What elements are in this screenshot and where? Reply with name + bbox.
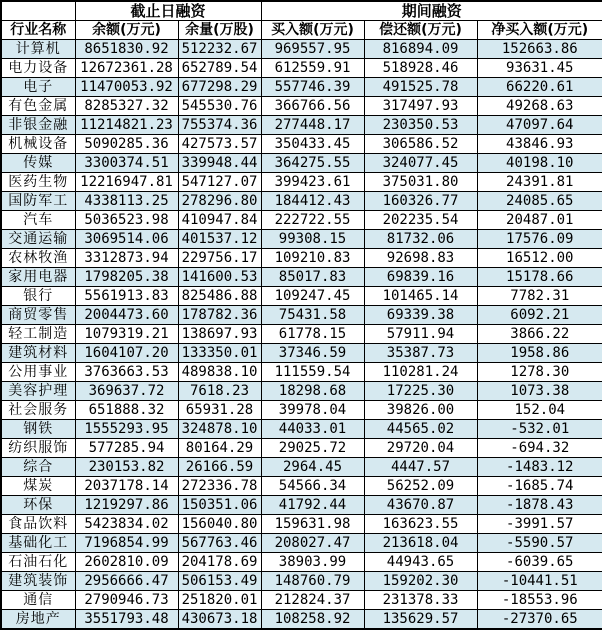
value-cell: 69339.38 <box>364 306 477 325</box>
table-row <box>1 439 602 458</box>
value-cell: 506153.49 <box>178 572 261 591</box>
value-cell: 324878.10 <box>178 420 261 439</box>
value-cell: 5561913.83 <box>75 287 178 306</box>
industry-cell: 传媒 <box>1 154 75 173</box>
value-cell: 20487.01 <box>477 211 602 230</box>
value-cell: 43846.93 <box>477 135 602 154</box>
industry-cell: 食品饮料 <box>1 515 75 534</box>
value-cell: 47097.64 <box>477 116 602 135</box>
value-cell: -1685.74 <box>477 477 602 496</box>
value-cell: 41792.44 <box>261 496 364 515</box>
value-cell: 7618.23 <box>178 382 261 401</box>
value-cell: 430673.18 <box>178 610 261 630</box>
value-cell: 1079319.21 <box>75 325 178 344</box>
value-cell: 101465.14 <box>364 287 477 306</box>
value-cell: -5590.57 <box>477 534 602 553</box>
value-cell: 3300374.51 <box>75 154 178 173</box>
value-cell: 364275.55 <box>261 154 364 173</box>
value-cell: 44943.65 <box>364 553 477 572</box>
table-row <box>1 211 602 230</box>
table-row <box>1 477 602 496</box>
table-row <box>1 553 602 572</box>
table-body <box>1 40 602 630</box>
value-cell: 15178.66 <box>477 268 602 287</box>
value-cell: 152663.86 <box>477 40 602 59</box>
industry-cell: 纺织服饰 <box>1 439 75 458</box>
value-cell: -1483.12 <box>477 458 602 477</box>
value-cell: 40198.10 <box>477 154 602 173</box>
value-cell: 141600.53 <box>178 268 261 287</box>
value-cell: 85017.83 <box>261 268 364 287</box>
value-cell: 29025.72 <box>261 439 364 458</box>
industry-cell: 基础化工 <box>1 534 75 553</box>
value-cell: 489838.10 <box>178 363 261 382</box>
value-cell: 277448.17 <box>261 116 364 135</box>
value-cell: 612559.91 <box>261 59 364 78</box>
value-cell: 816894.09 <box>364 40 477 59</box>
value-cell: 160326.77 <box>364 192 477 211</box>
value-cell: 5423834.02 <box>75 515 178 534</box>
value-cell: 24085.65 <box>477 192 602 211</box>
table-row <box>1 591 602 610</box>
table-row <box>1 420 602 439</box>
value-cell: 1219297.86 <box>75 496 178 515</box>
industry-cell: 有色金属 <box>1 97 75 116</box>
value-cell: 230350.53 <box>364 116 477 135</box>
table-row <box>1 40 602 59</box>
industry-cell: 汽车 <box>1 211 75 230</box>
industry-cell: 电力设备 <box>1 59 75 78</box>
value-cell: 230153.82 <box>75 458 178 477</box>
table-row <box>1 230 602 249</box>
col-header-repay-amount: 偿还额(万元) <box>364 21 477 40</box>
value-cell: 651888.32 <box>75 401 178 420</box>
value-cell: 163623.55 <box>364 515 477 534</box>
value-cell: 109247.45 <box>261 287 364 306</box>
table-row <box>1 192 602 211</box>
value-cell: 3312873.94 <box>75 249 178 268</box>
value-cell: 278296.80 <box>178 192 261 211</box>
value-cell: 17225.30 <box>364 382 477 401</box>
industry-cell: 社会服务 <box>1 401 75 420</box>
value-cell: 111559.54 <box>261 363 364 382</box>
value-cell: 12216947.81 <box>75 173 178 192</box>
value-cell: 375031.80 <box>364 173 477 192</box>
value-cell: 11470053.92 <box>75 78 178 97</box>
value-cell: 29720.04 <box>364 439 477 458</box>
industry-cell: 计算机 <box>1 40 75 59</box>
value-cell: 2037178.14 <box>75 477 178 496</box>
value-cell: 755374.36 <box>178 116 261 135</box>
value-cell: 5090285.36 <box>75 135 178 154</box>
industry-cell: 环保 <box>1 496 75 515</box>
value-cell: 43670.87 <box>364 496 477 515</box>
table-row <box>1 325 602 344</box>
value-cell: 229756.17 <box>178 249 261 268</box>
table-row <box>1 97 602 116</box>
value-cell: 652789.54 <box>178 59 261 78</box>
value-cell: 156040.80 <box>178 515 261 534</box>
value-cell: 3763663.53 <box>75 363 178 382</box>
industry-cell: 建筑材料 <box>1 344 75 363</box>
industry-cell: 通信 <box>1 591 75 610</box>
table-row <box>1 610 602 630</box>
industry-cell: 农林牧渔 <box>1 249 75 268</box>
value-cell: 231378.33 <box>364 591 477 610</box>
value-cell: 184412.43 <box>261 192 364 211</box>
value-cell: 3551793.48 <box>75 610 178 630</box>
value-cell: 159202.30 <box>364 572 477 591</box>
value-cell: 11214821.23 <box>75 116 178 135</box>
value-cell: 399423.61 <box>261 173 364 192</box>
value-cell: 567763.46 <box>178 534 261 553</box>
value-cell: -10441.51 <box>477 572 602 591</box>
value-cell: 369637.72 <box>75 382 178 401</box>
value-cell: 39826.00 <box>364 401 477 420</box>
table-row <box>1 268 602 287</box>
value-cell: 8285327.32 <box>75 97 178 116</box>
value-cell: 1555293.95 <box>75 420 178 439</box>
table-row <box>1 249 602 268</box>
value-cell: 54566.34 <box>261 477 364 496</box>
industry-cell: 非银金融 <box>1 116 75 135</box>
value-cell: 108258.92 <box>261 610 364 630</box>
col-header-remaining-shares: 余量(万股) <box>178 21 261 40</box>
value-cell: 38903.99 <box>261 553 364 572</box>
value-cell: 16512.00 <box>477 249 602 268</box>
table-row <box>1 534 602 553</box>
value-cell: 75431.58 <box>261 306 364 325</box>
value-cell: 69839.16 <box>364 268 477 287</box>
value-cell: 512232.67 <box>178 40 261 59</box>
value-cell: 39978.04 <box>261 401 364 420</box>
table-row <box>1 458 602 477</box>
industry-cell: 交通运输 <box>1 230 75 249</box>
table-row <box>1 515 602 534</box>
value-cell: 110281.24 <box>364 363 477 382</box>
value-cell: -27370.65 <box>477 610 602 630</box>
period-financing-group-header: 期间融资 <box>261 1 602 21</box>
value-cell: 1073.38 <box>477 382 602 401</box>
value-cell: 92698.83 <box>364 249 477 268</box>
value-cell: 202235.54 <box>364 211 477 230</box>
industry-cell: 美容护理 <box>1 382 75 401</box>
value-cell: 3866.22 <box>477 325 602 344</box>
value-cell: 44033.01 <box>261 420 364 439</box>
value-cell: 18298.68 <box>261 382 364 401</box>
value-cell: 677298.29 <box>178 78 261 97</box>
value-cell: 825486.88 <box>178 287 261 306</box>
value-cell: 1958.86 <box>477 344 602 363</box>
value-cell: 37346.59 <box>261 344 364 363</box>
value-cell: 133350.01 <box>178 344 261 363</box>
table-row <box>1 363 602 382</box>
value-cell: 150351.06 <box>178 496 261 515</box>
value-cell: 577285.94 <box>75 439 178 458</box>
value-cell: 1604107.20 <box>75 344 178 363</box>
value-cell: 5036523.98 <box>75 211 178 230</box>
value-cell: -1878.43 <box>477 496 602 515</box>
col-header-industry-name: 行业名称 <box>1 21 75 40</box>
value-cell: 56252.09 <box>364 477 477 496</box>
value-cell: 213618.04 <box>364 534 477 553</box>
value-cell: 545530.76 <box>178 97 261 116</box>
industry-cell: 轻工制造 <box>1 325 75 344</box>
table-row <box>1 116 602 135</box>
industry-cell: 电子 <box>1 78 75 97</box>
value-cell: -3991.57 <box>477 515 602 534</box>
col-header-balance: 余额(万元) <box>75 21 178 40</box>
table-row <box>1 401 602 420</box>
value-cell: 547127.07 <box>178 173 261 192</box>
table-row <box>1 344 602 363</box>
value-cell: 222722.55 <box>261 211 364 230</box>
value-cell: 8651830.92 <box>75 40 178 59</box>
value-cell: 1798205.38 <box>75 268 178 287</box>
value-cell: 80164.29 <box>178 439 261 458</box>
value-cell: 557746.39 <box>261 78 364 97</box>
value-cell: 7782.31 <box>477 287 602 306</box>
value-cell: 35387.73 <box>364 344 477 363</box>
value-cell: 2956666.47 <box>75 572 178 591</box>
value-cell: 324077.45 <box>364 154 477 173</box>
table-row <box>1 496 602 515</box>
value-cell: 93631.45 <box>477 59 602 78</box>
table-row <box>1 287 602 306</box>
table-row <box>1 382 602 401</box>
value-cell: 109210.83 <box>261 249 364 268</box>
value-cell: 65931.28 <box>178 401 261 420</box>
value-cell: 26166.59 <box>178 458 261 477</box>
value-cell: 57911.94 <box>364 325 477 344</box>
value-cell: 135629.57 <box>364 610 477 630</box>
industry-cell: 商贸零售 <box>1 306 75 325</box>
value-cell: 66220.61 <box>477 78 602 97</box>
value-cell: 12672361.28 <box>75 59 178 78</box>
industry-cell: 银行 <box>1 287 75 306</box>
value-cell: 99308.15 <box>261 230 364 249</box>
value-cell: 410947.84 <box>178 211 261 230</box>
value-cell: 178782.36 <box>178 306 261 325</box>
industry-cell: 房地产 <box>1 610 75 630</box>
value-cell: 251820.01 <box>178 591 261 610</box>
value-cell: 2602810.09 <box>75 553 178 572</box>
value-cell: 427573.57 <box>178 135 261 154</box>
value-cell: 138697.93 <box>178 325 261 344</box>
table-row <box>1 572 602 591</box>
value-cell: -532.01 <box>477 420 602 439</box>
value-cell: 159631.98 <box>261 515 364 534</box>
table-row <box>1 59 602 78</box>
value-cell: 49268.63 <box>477 97 602 116</box>
industry-cell: 国防军工 <box>1 192 75 211</box>
value-cell: 491525.78 <box>364 78 477 97</box>
value-cell: 2964.45 <box>261 458 364 477</box>
industry-cell: 综合 <box>1 458 75 477</box>
value-cell: 44565.02 <box>364 420 477 439</box>
value-cell: -694.32 <box>477 439 602 458</box>
corner-cell <box>1 1 75 21</box>
value-cell: 61778.15 <box>261 325 364 344</box>
industry-cell: 建筑装饰 <box>1 572 75 591</box>
value-cell: 401537.12 <box>178 230 261 249</box>
value-cell: 2004473.60 <box>75 306 178 325</box>
value-cell: 1278.30 <box>477 363 602 382</box>
value-cell: 306586.52 <box>364 135 477 154</box>
value-cell: 4447.57 <box>364 458 477 477</box>
table-row <box>1 154 602 173</box>
value-cell: 152.04 <box>477 401 602 420</box>
column-header-row <box>1 21 602 40</box>
industry-cell: 钢铁 <box>1 420 75 439</box>
industry-cell: 煤炭 <box>1 477 75 496</box>
value-cell: 81732.06 <box>364 230 477 249</box>
col-header-buy-amount: 买入额(万元) <box>261 21 364 40</box>
industry-cell: 公用事业 <box>1 363 75 382</box>
value-cell: 317497.93 <box>364 97 477 116</box>
value-cell: 148760.79 <box>261 572 364 591</box>
table-row <box>1 135 602 154</box>
industry-cell: 家用电器 <box>1 268 75 287</box>
value-cell: 339948.44 <box>178 154 261 173</box>
table-row <box>1 306 602 325</box>
value-cell: 350433.45 <box>261 135 364 154</box>
value-cell: 366766.56 <box>261 97 364 116</box>
table-row <box>1 173 602 192</box>
col-header-net-buy-amount: 净买入额(万元) <box>477 21 602 40</box>
industry-cell: 医药生物 <box>1 173 75 192</box>
value-cell: 2790946.73 <box>75 591 178 610</box>
value-cell: 212824.37 <box>261 591 364 610</box>
value-cell: 3069514.06 <box>75 230 178 249</box>
value-cell: 204178.69 <box>178 553 261 572</box>
value-cell: 272336.78 <box>178 477 261 496</box>
value-cell: -6039.65 <box>477 553 602 572</box>
value-cell: 518928.46 <box>364 59 477 78</box>
table-row <box>1 78 602 97</box>
value-cell: -18553.96 <box>477 591 602 610</box>
value-cell: 208027.47 <box>261 534 364 553</box>
value-cell: 969557.95 <box>261 40 364 59</box>
industry-cell: 石油石化 <box>1 553 75 572</box>
industry-cell: 机械设备 <box>1 135 75 154</box>
value-cell: 6092.21 <box>477 306 602 325</box>
group-header-row <box>1 1 602 21</box>
value-cell: 7196854.99 <box>75 534 178 553</box>
value-cell: 4338113.25 <box>75 192 178 211</box>
value-cell: 17576.09 <box>477 230 602 249</box>
value-cell: 24391.81 <box>477 173 602 192</box>
cutoff-financing-group-header: 截止日融资 <box>75 1 261 21</box>
